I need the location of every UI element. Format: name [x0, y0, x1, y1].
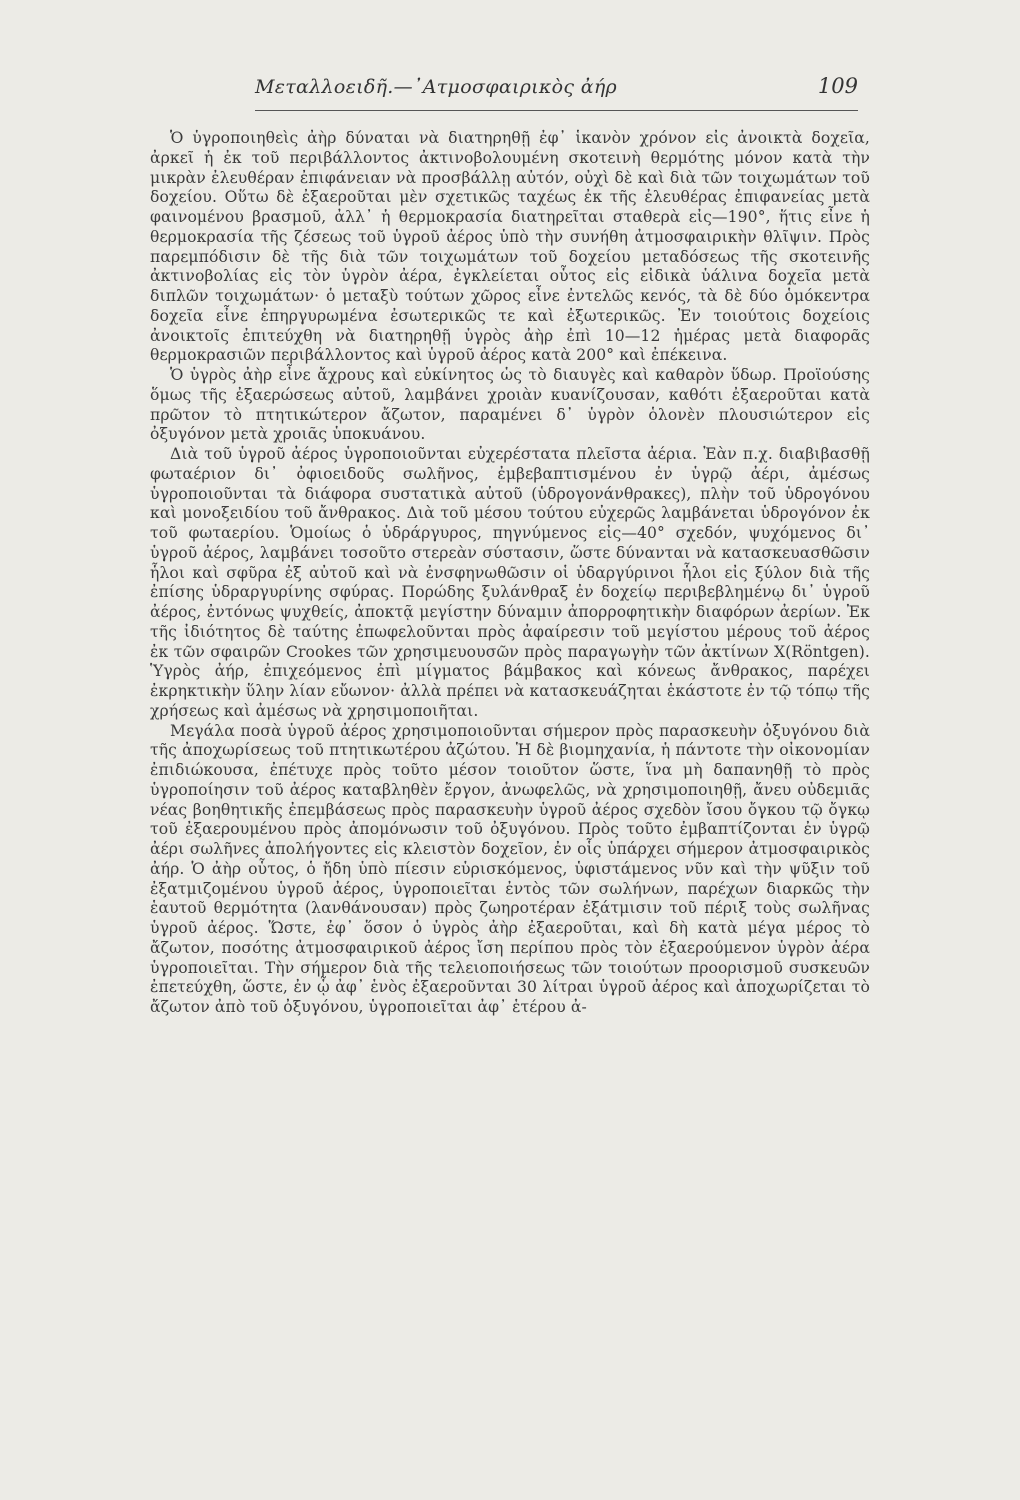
paragraph-oxygen-production: Μεγάλα ποσὰ ὑγροῦ ἀέρος χρησιμοποιοῦνται σήμερον πρὸς παρασκευὴν ὀξυγόνου διὰ τῆς ἀποχωρίσεως τοῦ πτητικωτέρου ἀζώτου. Ἡ δὲ βιομηχανία, ἡ πάντοτε τὴν οἰκονομίαν ἐπιδιώκουσα, ἐπέτυχε πρὸς τοῦτο μέσον τοιοῦτον ὥστε, ἵνα μὴ δαπανηθῇ τὸ πρὸς ὑγροποίησιν τοῦ ἀέρος καταβληθὲν ἔργον, ἀνωφελῶς, νὰ χρησιμοποιηθῇ, ἄνευ οὐδεμιᾶς νέας βοηθητικῆς ἐπεμβάσεως πρὸς παρασκευὴν ὑγροῦ ἀέρος σχεδὸν ἴσου ὄγκου τῷ ὄγκῳ τοῦ ἐξαερουμένου πρὸς ἀπομόνωσιν τοῦ ὀξυγόνου. Πρὸς τοῦτο ἐμβαπτίζονται ἐν ὑγρῷ ἀέρι σωλῆνες ἀπολήγοντες εἰς κλειστὸν δοχεῖον, ἐν οἷς ὑπάρχει σήμερον ἀτμοσφαιρικὸς ἀήρ. Ὁ ἀὴρ οὗτος, ὁ ἤδη ὑπὸ πίεσιν εὑρισκόμενος, ὑφιστάμενος νῦν καὶ τὴν ψῦξιν τοῦ ἐξατμιζομένου ὑγροῦ ἀέρος, ὑγροποιεῖται ἐντὸς τῶν σωλήνων, παρέχων διαρκῶς τὴν ἑαυτοῦ θερμότητα (λανθάνουσαν) πρὸς ζωηροτέραν ἐξάτμισιν τοῦ πέριξ τοὺς σωλῆνας ὑγροῦ ἀέρος. Ὥστε, ἐφ᾿ ὅσον ὁ ὑγρὸς ἀὴρ ἐξαεροῦται, καὶ δὴ κατὰ μέγα μέρος τὸ ἄζωτον, ποσότης ἀτμοσφαιρικοῦ ἀέρος ἴση περίπου πρὸς τὸν ἐξαερούμενον ὑγρὸν ἀέρα ὑγροποιεῖται. Τὴν σήμερον διὰ τῆς τελειοποιήσεως τῶν τοιούτων προορισμοῦ συσκευῶν ἐπετεύχθη, ὥστε, ἐν ᾧ ἀφ᾿ ἑνὸς ἐξαεροῦνται 30 λίτραι ὑγροῦ ἀέρος καὶ ἀποχωρίζεται τὸ ἄζωτον ἀπὸ τοῦ ὀξυγόνου, ὑγροποιεῖται ἀφ᾿ ἑτέρου ἀ-: [150, 721, 870, 1016]
paragraph-liquefaction-uses: Διὰ τοῦ ὑγροῦ ἀέρος ὑγροποιοῦνται εὐχερέστατα πλεῖστα ἀέρια. Ἐὰν π.χ. διαβιβασθῇ φωταέριον δι᾿ ὀφιοειδοῦς σωλῆνος, ἐμβεβαπτισμένου ἐν ὑγρῷ ἀέρι, ἀμέσως ὑγροποιοῦνται τὰ διάφορα συστατικὰ αὐτοῦ (ὑδρογονάνθρακες), πλὴν τοῦ ὑδρογόνου καὶ μονοξειδίου τοῦ ἄνθρακος. Διὰ τοῦ μέσου τούτου εὐχερῶς λαμβάνεται ὑδρογόνον ἐκ τοῦ φωταερίου. Ὁμοίως ὁ ὑδράργυρος, πηγνύμενος εἰς—40° σχεδόν, ψυχόμενος δι᾿ ὑγροῦ ἀέρος, λαμβάνει τοσοῦτο στερεὰν σύστασιν, ὥστε δύνανται νὰ κατασκευασθῶσιν ἧλοι καὶ σφῦρα ἐξ αὐτοῦ καὶ νὰ ἐνσφηνωθῶσιν οἱ ὑδαργύρινοι ἧλοι εἰς ξύλον διὰ τῆς ἐπίσης ὑδραργυρίνης σφύρας. Πορώδης ξυλάνθραξ ἐν δοχείῳ περιβεβλημένῳ δι᾿ ὑγροῦ ἀέρος, ἐντόνως ψυχθείς, ἀποκτᾷ μεγίστην δύναμιν ἀπορροφητικὴν διαφόρων ἀερίων. Ἐκ τῆς ἰδιότητος δὲ ταύτης ἐπωφελοῦνται πρὸς ἀφαίρεσιν τοῦ μεγίστου μέρους τοῦ ἀέρος ἐκ τῶν σφαιρῶν Crookes τῶν χρησιμευουσῶν πρὸς παραγωγὴν τῶν ἀκτίνων X(Röntgen). Ὑγρὸς ἀήρ, ἐπιχεόμενος ἐπὶ μίγματος βάμβακος καὶ κόνεως ἄνθρακος, παρέχει ἐκρηκτικὴν ὕλην λίαν εὔωνον· ἀλλὰ πρέπει νὰ κατασκευάζηται ἑκάστοτε ἐν τῷ τόπῳ τῆς χρήσεως καὶ ἀμέσως νὰ χρησιμοποιῆται.: [150, 445, 870, 720]
paragraph-liquid-air-properties: Ὁ ὑγρὸς ἀὴρ εἶνε ἄχρους καὶ εὐκίνητος ὡς τὸ διαυγὲς καὶ καθαρὸν ὕδωρ. Προϊούσης ὅμως τῆς ἐξαερώσεως αὐτοῦ, λαμβάνει χροιὰν κυανίζουσαν, καθότι ἐξαεροῦται κατὰ πρῶτον τὸ πτητικώτερον ἄζωτον, παραμένει δ᾿ ὑγρὸν ὁλονὲν πλουσιώτερον εἰς ὀξυγόνον μετὰ χροιᾶς ὑποκυάνου.: [150, 366, 870, 444]
running-title: Μεταλλοειδῆ.—᾿Ατμοσφαιρικὸς ἀήρ: [255, 76, 617, 98]
page-number: 109: [817, 74, 858, 98]
body-text: [150, 129, 870, 1018]
running-header: [255, 70, 858, 111]
paragraph-liquid-air-storage: Ὁ ὑγροποιηθεὶς ἀὴρ δύναται νὰ διατηρηθῇ ἐφ᾿ ἱκανὸν χρόνον εἰς ἀνοικτὰ δοχεῖα, ἀρκεῖ ἡ ἐκ τοῦ περιβάλλοντος ἀκτινοβολουμένη σκοτεινὴ θερμότης μόνον κατὰ τὴν μικρὰν ἐλευθέραν ἐπιφάνειαν νὰ προσβάλλῃ αὐτόν, οὐχὶ δὲ καὶ διὰ τῶν τοιχωμάτων τοῦ δοχείου. Οὕτω δὲ ἐξαεροῦται μὲν σχετικῶς ταχέως ἐκ τῆς ἐλευθέρας ἐπιφανείας μετὰ φαινομένου βρασμοῦ, ἀλλ᾿ ἡ θερμοκρασία διατηρεῖται σταθερὰ εἰς—190°, ἥτις εἶνε ἡ θερμοκρασία τῆς ζέσεως τοῦ ὑγροῦ ἀέρος ὑπὸ τὴν συνήθη ἀτμοσφαιρικὴν θλῖψιν. Πρὸς παρεμπόδισιν δὲ τῆς διὰ τῶν τοιχωμάτων τοῦ δοχείου μεταδόσεως τῆς σκοτεινῆς ἀκτινοβολίας εἰς τὸν ὑγρὸν ἀέρα, ἐγκλείεται οὗτος εἰς εἰδικὰ ὑάλινα δοχεῖα μετὰ διπλῶν τοιχωμάτων· ὁ μεταξὺ τούτων χῶρος εἶνε ἐντελῶς κενός, τὰ δὲ δύο ὁμόκεντρα δοχεῖα εἶνε ἐπηργυρωμένα ἐσωτερικῶς τε καὶ ἐξωτερικῶς. Ἐν τοιούτοις δοχείοις ἀνοικτοῖς ἐπιτεύχθη νὰ διατηρηθῇ ὑγρὸς ἀὴρ ἐπὶ 10—12 ἡμέρας μετὰ διαφορᾶς θερμοκρασιῶν περιβάλλοντος καὶ ὑγροῦ ἀέρος κατὰ 200° καὶ ἐπέκεινα.: [150, 129, 870, 365]
